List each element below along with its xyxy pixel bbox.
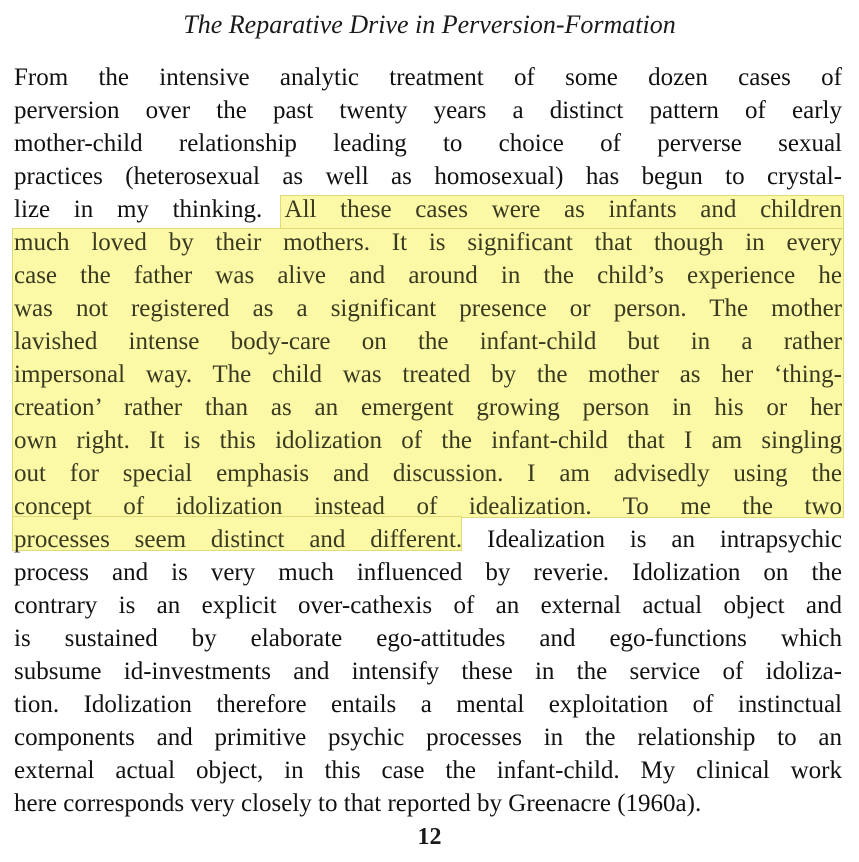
- text-line: [14, 94, 842, 127]
- text-line-highlighted: [14, 325, 842, 358]
- text-line: [14, 61, 842, 94]
- highlighted-text-segment: case the father was alive and around in the child’s experience he: [14, 262, 842, 289]
- highlighted-text-segment: lavished intense body-care on the infant-child but in a rather: [14, 328, 842, 355]
- running-title: The Reparative Drive in Perversion-Formation: [183, 10, 676, 39]
- text-line: [14, 523, 842, 556]
- text-line: [14, 754, 842, 787]
- text-segment: practices (heterosexual as well as homosexual) has begun to crystal-: [14, 163, 842, 190]
- text-segment: contrary is an explicit over-cathexis of an external actual object and: [14, 592, 842, 619]
- page-number: 12: [417, 824, 442, 850]
- highlighted-text-segment: concept of idolization instead of idealization. To me the two: [14, 493, 842, 520]
- text-segment: lize in my thinking.: [14, 196, 285, 223]
- text-segment: tion. Idolization therefore entails a mental exploitation of instinctual: [14, 691, 842, 718]
- text-segment: here corresponds very closely to that reported by Greenacre (1960a).: [14, 790, 702, 817]
- highlighted-text-segment: much loved by their mothers. It is significant that though in every: [14, 229, 842, 256]
- text-line: [14, 556, 842, 589]
- text-line: [14, 787, 842, 820]
- text-line: [14, 160, 842, 193]
- text-segment: Idealization is an intrapsychic: [487, 526, 842, 553]
- text-line-highlighted: [14, 259, 842, 292]
- text-line: [14, 688, 842, 721]
- text-line-highlighted: [14, 292, 842, 325]
- text-segment: components and primitive psychic processes in the relationship to an: [14, 724, 842, 751]
- text-segment: From the intensive analytic treatment of some dozen cases of: [14, 64, 842, 91]
- text-line: [14, 193, 842, 226]
- text-line: [14, 589, 842, 622]
- text-line-highlighted: [14, 490, 842, 523]
- text-line: [14, 655, 842, 688]
- text-line: [14, 622, 842, 655]
- text-segment: subsume id-investments and intensify these in the service of idoliza-: [14, 658, 842, 685]
- highlighted-text-segment: All these cases were as infants and children: [284, 196, 842, 223]
- highlighted-text-segment: creation’ rather than as an emergent growing person in his or her: [14, 394, 842, 421]
- highlighted-text-segment: was not registered as a significant presence or person. The mother: [14, 295, 842, 322]
- text-line: [14, 127, 842, 160]
- text-segment: is sustained by elaborate ego-attitudes and ego-functions which: [14, 625, 842, 652]
- text-segment: external actual object, in this case the infant-child. My clinical work: [14, 757, 842, 784]
- text-line-highlighted: [14, 358, 842, 391]
- text-segment: mother-child relationship leading to choice of perverse sexual: [14, 130, 842, 157]
- text-line-highlighted: [14, 226, 842, 259]
- highlighted-text-segment: own right. It is this idolization of the infant-child that I am singling: [14, 427, 842, 454]
- text-segment: perversion over the past twenty years a distinct pattern of early: [14, 97, 842, 124]
- text-line-highlighted: [14, 457, 842, 490]
- text-line-highlighted: [14, 424, 842, 457]
- text-line-highlighted: [14, 391, 842, 424]
- highlighted-text-segment: processes seem distinct and different.: [14, 526, 487, 553]
- text-line: [14, 721, 842, 754]
- text-segment: process and is very much influenced by reverie. Idolization on the: [14, 559, 842, 586]
- highlighted-text-segment: impersonal way. The child was treated by the mother as her ‘thing-: [14, 361, 842, 388]
- highlighted-text-segment: out for special emphasis and discussion. I am advisedly using the: [14, 460, 842, 487]
